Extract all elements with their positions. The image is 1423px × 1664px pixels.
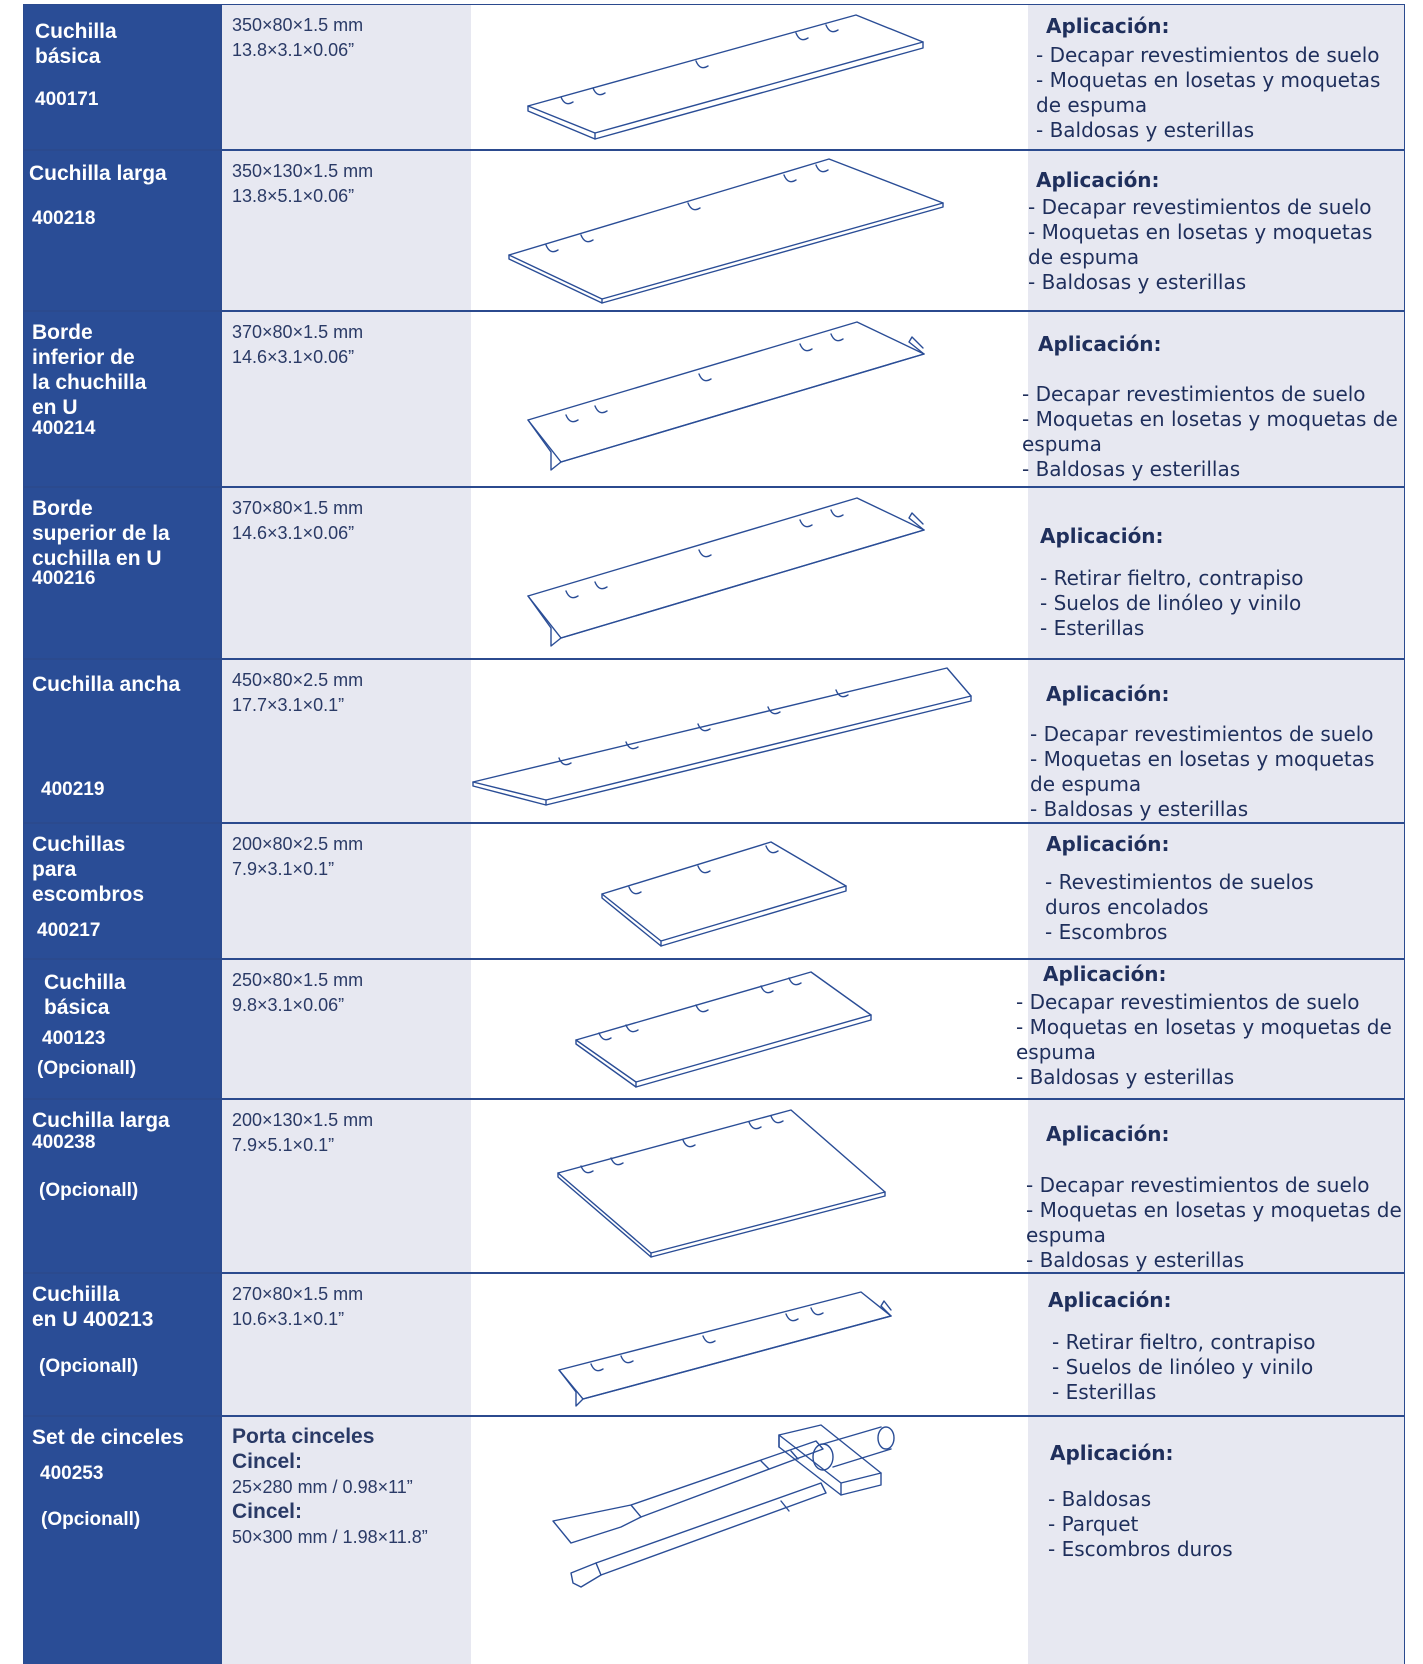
name-cell (24, 1100, 220, 1272)
table-row (24, 151, 1404, 312)
image-cell (471, 151, 1028, 310)
dimensions: 200×80×2.5 mm 7.9×3.1×0.1” (232, 834, 364, 879)
table-row (24, 824, 1404, 960)
chisel-set-icon (471, 1417, 1028, 1664)
name-cell (24, 151, 220, 310)
image-cell (471, 488, 1028, 658)
table-row (24, 660, 1404, 824)
application-cell (1028, 151, 1404, 310)
product-code: 400216 (32, 568, 96, 589)
application-list: - Decapar revestimientos de suelo - Moquetas en losetas y moquetas de espuma - Baldosas y esterillas (1022, 382, 1398, 481)
image-cell (471, 5, 1028, 149)
dimension-cell (220, 151, 471, 310)
dimension-cell (220, 824, 471, 958)
dimension-cell (220, 660, 471, 822)
product-name: Borde superior de la cuchilla en U (32, 497, 170, 570)
image-cell (471, 660, 1028, 822)
product-name: Cuchiilla en U 400213 (32, 1283, 154, 1331)
image-cell (471, 824, 1028, 958)
dimensions: 350×80×1.5 mm 13.8×3.1×0.06” (232, 15, 364, 60)
application-cell (1028, 824, 1404, 958)
dimension-cell (220, 5, 471, 149)
application-list: - Retirar fieltro, contrapiso - Suelos de linóleo y vinilo - Esterillas (1052, 1330, 1316, 1404)
dimensions: 350×130×1.5 mm 13.8×5.1×0.06” (232, 161, 374, 206)
application-list: - Baldosas - Parquet - Escombros duros (1048, 1487, 1233, 1561)
product-code: 400218 (32, 208, 96, 229)
product-name: Cuchillas para escombros (32, 833, 145, 906)
name-cell (24, 660, 220, 822)
dimensions: Porta cinceles Cincel: 25×280 mm / 0.98×11” Cincel: 50×300 mm / 1.98×11.8” (232, 1425, 428, 1547)
application-title: Aplicación: (1040, 524, 1164, 548)
image-cell (471, 1417, 1028, 1664)
dimensions: 370×80×1.5 mm 14.6×3.1×0.06” (232, 322, 364, 367)
product-name: Cuchilla básica (44, 971, 126, 1019)
blade-table (23, 4, 1405, 1664)
application-cell (1028, 5, 1404, 149)
table-row (24, 1100, 1404, 1274)
product-name: Cuchilla básica (35, 20, 117, 68)
application-list: - Decapar revestimientos de suelo - Moquetas en losetas y moquetas de espuma - Baldosas y esterillas (1030, 722, 1375, 821)
image-cell (471, 960, 1028, 1098)
table-row (24, 5, 1404, 151)
dimension-cell (220, 1274, 471, 1415)
u-blade-icon (471, 488, 1028, 660)
name-cell (24, 488, 220, 658)
product-code: 400219 (41, 779, 105, 800)
flat-blade-icon (471, 5, 1028, 151)
name-cell (24, 960, 220, 1098)
application-title: Aplicación: (1046, 682, 1170, 706)
product-code: 400214 (32, 418, 96, 439)
image-cell (471, 1274, 1028, 1415)
name-cell (24, 5, 220, 149)
table-row (24, 1417, 1404, 1664)
product-name: Cuchilla larga (29, 162, 167, 185)
application-title: Aplicación: (1046, 14, 1170, 38)
product-code: 400123 (42, 1028, 106, 1049)
flat-blade-icon (471, 960, 1028, 1100)
product-code: 400238 (32, 1132, 96, 1153)
long-blade-icon (471, 1100, 1028, 1274)
application-title: Aplicación: (1036, 168, 1160, 192)
u-blade-icon (471, 1274, 1028, 1417)
name-cell (24, 1274, 220, 1415)
product-code: 400253 (40, 1463, 104, 1484)
application-title: Aplicación: (1046, 1122, 1170, 1146)
application-title: Aplicación: (1043, 962, 1167, 986)
application-cell (1022, 312, 1404, 486)
dimensions: 450×80×2.5 mm 17.7×3.1×0.1” (232, 670, 364, 715)
dimension-cell (220, 960, 471, 1098)
optional-label: (Opcionall) (41, 1509, 141, 1530)
product-name: Cuchilla ancha (32, 673, 181, 696)
table-row (24, 488, 1404, 660)
application-cell (1028, 1100, 1404, 1272)
application-cell (1028, 1417, 1404, 1664)
wide-blade-icon (471, 660, 1028, 824)
application-cell (1028, 1274, 1404, 1415)
application-list: - Decapar revestimientos de suelo - Moquetas en losetas y moquetas de espuma - Baldosas y esterillas (1026, 1173, 1402, 1272)
name-cell (24, 312, 220, 486)
application-list: - Decapar revestimientos de suelo - Moquetas en losetas y moquetas de espuma - Baldosas y esterillas (1016, 990, 1392, 1089)
dimension-cell (220, 312, 471, 486)
dimensions: 270×80×1.5 mm 10.6×3.1×0.1” (232, 1284, 364, 1329)
product-code: 400171 (35, 89, 99, 110)
debris-blade-icon (471, 824, 1028, 960)
application-list: - Retirar fieltro, contrapiso - Suelos de linóleo y vinilo - Esterillas (1040, 566, 1304, 640)
image-cell (471, 1100, 1028, 1272)
name-cell (24, 824, 220, 958)
application-title: Aplicación: (1048, 1288, 1172, 1312)
application-title: Aplicación: (1046, 832, 1170, 856)
dimensions: 370×80×1.5 mm 14.6×3.1×0.06” (232, 498, 364, 543)
table-row (24, 960, 1404, 1100)
application-cell (1028, 488, 1404, 658)
image-cell (471, 312, 1028, 486)
application-list: - Decapar revestimientos de suelo - Moquetas en losetas y moquetas de espuma - Baldosas y esterillas (1036, 43, 1381, 142)
product-name: Cuchilla larga (32, 1109, 170, 1132)
product-code: 400217 (37, 920, 101, 941)
application-title: Aplicación: (1038, 332, 1162, 356)
application-list: - Revestimientos de suelos duros encolados - Escombros (1045, 870, 1314, 944)
optional-label: (Opcionall) (37, 1058, 137, 1079)
dimensions: 200×130×1.5 mm 7.9×5.1×0.1” (232, 1110, 374, 1155)
table-row (24, 312, 1404, 488)
product-name: Set de cinceles (32, 1426, 184, 1449)
u-blade-icon (471, 312, 1028, 488)
dimension-cell (220, 1417, 471, 1664)
optional-label: (Opcionall) (39, 1180, 139, 1201)
application-title: Aplicación: (1050, 1441, 1174, 1465)
application-list: - Decapar revestimientos de suelo - Moquetas en losetas y moquetas de espuma - Baldosas y esterillas (1028, 195, 1373, 294)
optional-label: (Opcionall) (39, 1356, 139, 1377)
application-cell (1016, 960, 1404, 1098)
name-cell (24, 1417, 220, 1664)
product-name: Borde inferior de la chuchilla en U (32, 321, 147, 419)
long-blade-icon (471, 151, 1028, 312)
table-row (24, 1274, 1404, 1417)
application-cell (1028, 660, 1404, 822)
dimension-cell (220, 1100, 471, 1272)
dimensions: 250×80×1.5 mm 9.8×3.1×0.06” (232, 970, 364, 1015)
dimension-cell (220, 488, 471, 658)
